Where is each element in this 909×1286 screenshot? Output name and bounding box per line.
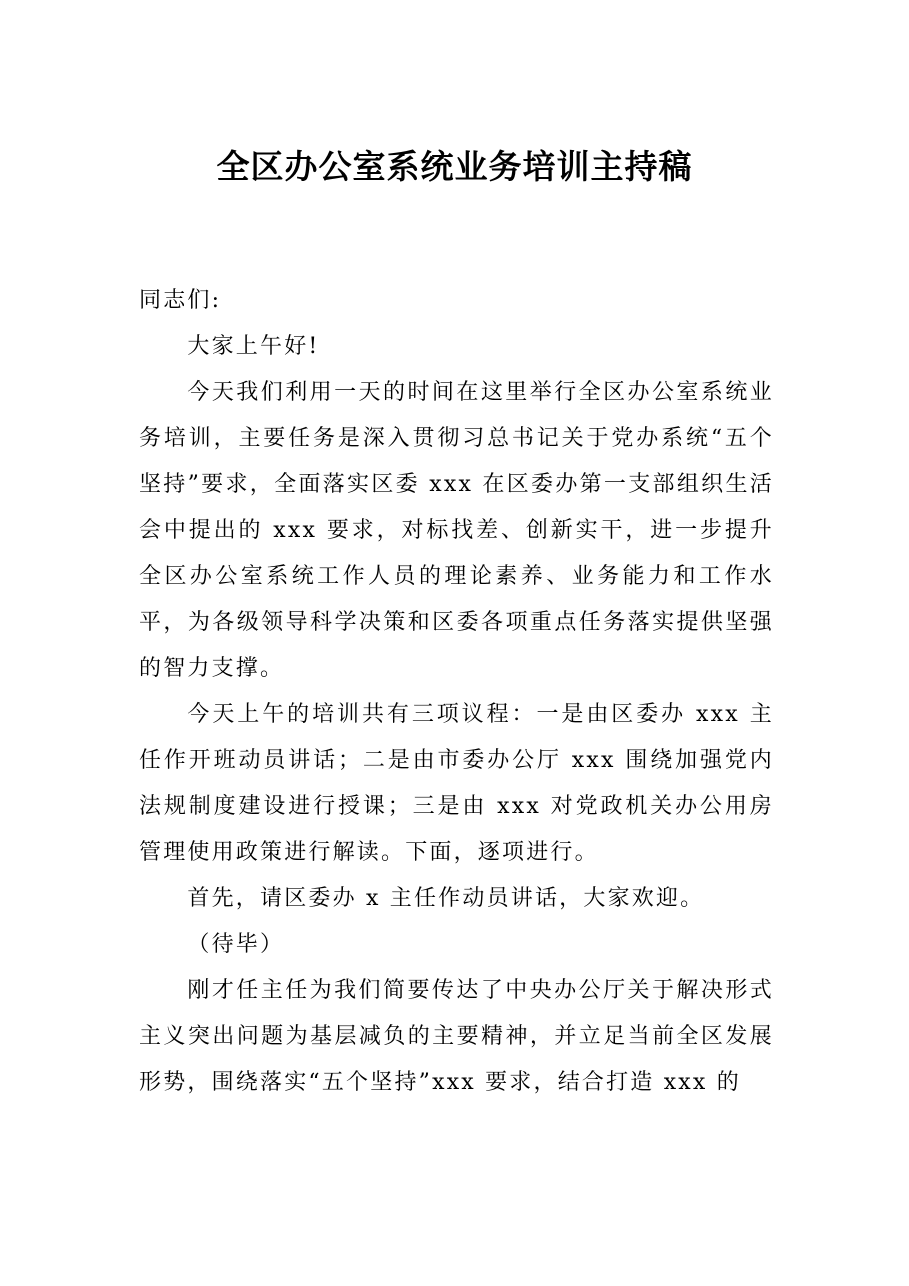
- salutation: 同志们:: [139, 288, 222, 313]
- purpose-paragraph: 今天我们利用一天的时间在这里举行全区办公室系统业务培训，主要任务是深入贯彻习总书记关于党办系统“五个坚持”要求，全面落实区委 xxx 在区委办第一支部组织生活会中提出的 xxx 要求，对标找差、创新实干，进一步提升全区办公室系统工作人员的理论素养、业务能力和工作水平，为各级领导科学决策和区委各项重点任务落实提供坚强的智力支撑。: [139, 380, 774, 681]
- document-title: 全区办公室系统业务培训主持稿: [216, 147, 693, 186]
- document-body: [139, 278, 774, 1106]
- pause-note: （待毕）: [187, 932, 285, 957]
- greeting-paragraph: 大家上午好!: [187, 334, 320, 359]
- agenda-paragraph: 今天上午的培训共有三项议程：一是由区委办 xxx 主任作开班动员讲话；二是由市委办公厅 xxx 围绕加强党内法规制度建设进行授课；三是由 xxx 对党政机关办公用房管理使用政策进行解读。下面，逐项进行。: [139, 702, 774, 865]
- first-item-paragraph: 首先，请区委办 x 主任作动员讲话，大家欢迎。: [187, 886, 705, 911]
- summary-paragraph: 刚才任主任为我们简要传达了中央办公厅关于解决形式主义突出问题为基层减负的主要精神，并立足当前全区发展形势，围绕落实“五个坚持”xxx 要求，结合打造 xxx 的: [139, 978, 774, 1095]
